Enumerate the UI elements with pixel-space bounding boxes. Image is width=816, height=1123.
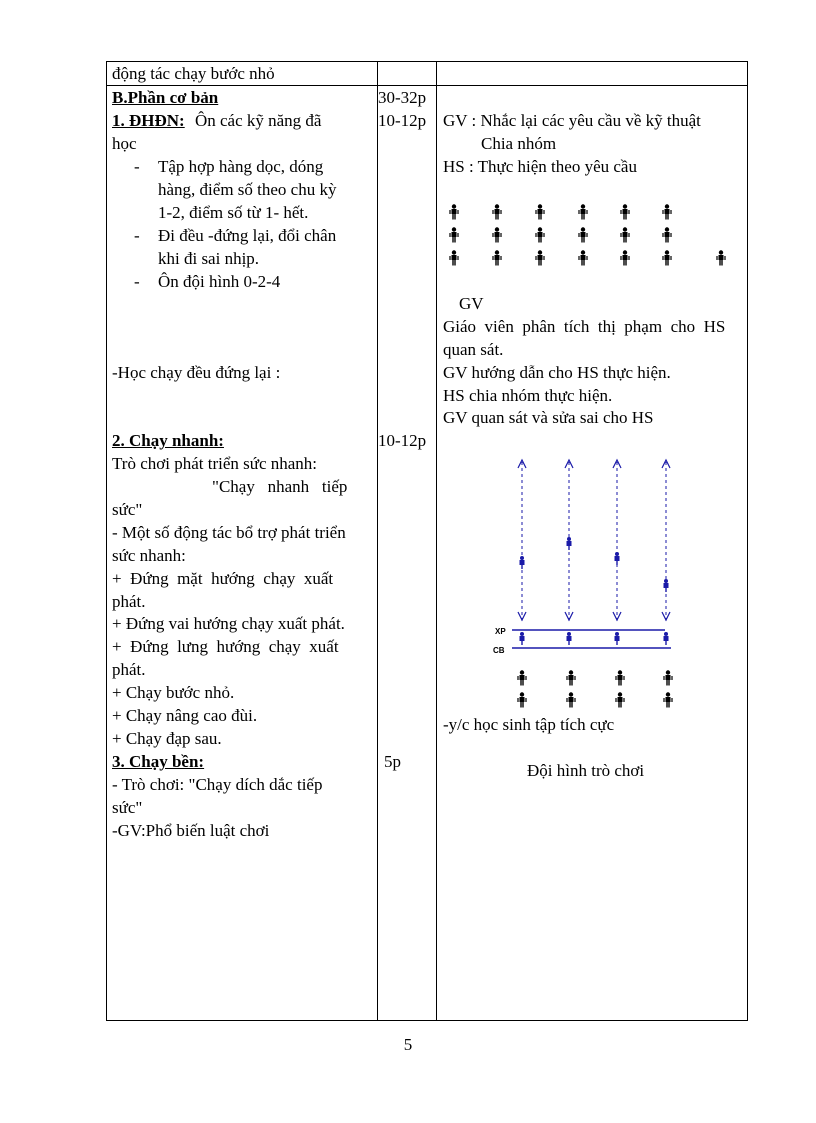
tro-choi-2-line1: - Trò chơi: "Chạy dích dắc tiếp	[112, 775, 323, 794]
dung-lung-line2: phát.	[112, 660, 146, 679]
student-figure	[662, 250, 672, 266]
time-30-32: 30-32p	[378, 88, 427, 107]
runner-at-start-figure	[615, 632, 620, 645]
table-border-right	[747, 61, 748, 1021]
student-figure	[535, 227, 545, 243]
bullet-dash-3: -	[134, 272, 140, 291]
runner-figure	[664, 579, 669, 592]
section-b-heading: B.Phần cơ bản	[112, 88, 219, 107]
runner-at-start-figure	[520, 632, 525, 645]
student-figure	[449, 227, 459, 243]
dhdn-text-cont: học	[112, 134, 137, 153]
runner-figure	[567, 537, 572, 550]
list-item-1-line3: 1-2, điểm số từ 1- hết.	[158, 203, 309, 222]
dung-mat-line2: phát.	[112, 592, 146, 611]
gv-instruction-line2: Chia nhóm	[481, 134, 557, 153]
runner-figure	[520, 556, 525, 569]
list-item-2-line2: khi đi sai nhịp.	[158, 249, 260, 268]
table-border-left	[106, 61, 107, 1021]
dhdn-line	[112, 109, 321, 132]
dung-mat-line1: + Đứng mặt hướng chạy xuất	[112, 569, 334, 588]
hs-chia-nhom-line: HS chia nhóm thực hiện.	[443, 386, 613, 405]
student-figure	[578, 250, 588, 266]
list-item-3-line1: Ôn đội hình 0-2-4	[158, 272, 281, 291]
top-row-content: động tác chạy bước nhỏ	[112, 64, 275, 83]
game-name-line1: "Chạy nhanh tiếp	[212, 477, 348, 496]
table-border-bottom	[106, 1020, 748, 1021]
bullet-dash-1: -	[134, 157, 140, 176]
gv-position-label: GV	[459, 294, 484, 313]
page-number: 5	[403, 1035, 413, 1054]
student-figure	[662, 204, 672, 220]
student-figure	[620, 204, 630, 220]
tro-choi-2-line2: sức"	[112, 798, 143, 817]
gv-quan-sat-line: GV quan sát và sửa sai cho HS	[443, 408, 654, 427]
list-item-1-line2: hàng, điểm số theo chu kỳ	[158, 180, 337, 199]
student-figure	[578, 204, 588, 220]
list-item-1-line1: Tập hợp hàng dọc, dóng	[158, 157, 324, 176]
dung-lung-line1: + Đứng lưng hướng chạy xuất	[112, 637, 339, 656]
xp-label: XP	[495, 627, 506, 636]
doi-hinh-caption: Đội hình trò chơi	[527, 761, 645, 780]
hoc-chay-line: -Học chạy đều đứng lại :	[112, 363, 281, 382]
student-figure	[492, 227, 502, 243]
bullet-dash-2: -	[134, 226, 140, 245]
student-figure	[662, 227, 672, 243]
waiting-student-figure	[517, 670, 527, 686]
tro-choi-line: Trò chơi phát triển sức nhanh:	[112, 454, 318, 473]
student-figure	[492, 250, 502, 266]
chay-dap-line: + Chạy đạp sau.	[112, 729, 222, 748]
time-5: 5p	[384, 752, 401, 771]
waiting-student-figure	[663, 692, 673, 708]
chay-ben-heading: 3. Chạy bền:	[112, 752, 205, 771]
gv-instruction-line1: GV : Nhắc lại các yêu cầu về kỹ thuật	[443, 111, 701, 130]
gv-phan-tich-line1: Giáo viên phân tích thị phạm cho HS	[443, 317, 726, 336]
chay-nhanh-heading: 2. Chạy nhanh:	[112, 431, 224, 450]
hs-instruction: HS : Thực hiện theo yêu cầu	[443, 157, 637, 176]
student-figure	[620, 227, 630, 243]
cb-label: CB	[493, 646, 505, 655]
waiting-student-figure	[663, 670, 673, 686]
yc-line: -y/c học sinh tập tích cực	[443, 715, 615, 734]
student-figure	[449, 204, 459, 220]
gv-phan-tich-line2: quan sát.	[443, 340, 504, 359]
relay-lanes	[518, 460, 670, 645]
dhdn-label: 1. ĐHĐN:	[112, 111, 185, 130]
waiting-student-figure	[615, 670, 625, 686]
relay-diagram	[437, 440, 747, 760]
runner-at-start-figure	[567, 632, 572, 645]
bo-tro-line1: - Một số động tác bổ trợ phát triển	[112, 523, 346, 542]
game-name-line2: sức"	[112, 500, 143, 519]
student-figure	[620, 250, 630, 266]
table-column-divider-1	[377, 61, 378, 1021]
waiting-student-figure	[615, 692, 625, 708]
student-figure	[449, 250, 459, 266]
student-figure	[535, 204, 545, 220]
dhdn-text: Ôn các kỹ năng đã	[194, 111, 322, 130]
gv-pho-bien-line: -GV:Phổ biến luật chơi	[112, 821, 270, 840]
student-figure	[492, 204, 502, 220]
time-10-12-b: 10-12p	[378, 431, 427, 450]
student-figure	[535, 250, 545, 266]
gv-huong-dan-line: GV hướng dẫn cho HS thực hiện.	[443, 363, 671, 382]
student-figure	[716, 250, 726, 266]
runner-at-start-figure	[664, 632, 669, 645]
list-item-2-line1: Đi đều -đứng lại, đổi chân	[158, 226, 337, 245]
chay-nang-line: + Chạy nâng cao đùi.	[112, 706, 258, 725]
time-10-12-a: 10-12p	[378, 111, 427, 130]
bo-tro-line2: sức nhanh:	[112, 546, 186, 565]
waiting-student-figure	[517, 692, 527, 708]
chay-buoc-nho-line: + Chạy bước nhỏ.	[112, 683, 235, 702]
runner-figure	[615, 552, 620, 565]
student-figure	[578, 227, 588, 243]
dung-vai-line: + Đứng vai hướng chạy xuất phát.	[112, 614, 345, 633]
waiting-student-figure	[566, 692, 576, 708]
waiting-student-figure	[566, 670, 576, 686]
